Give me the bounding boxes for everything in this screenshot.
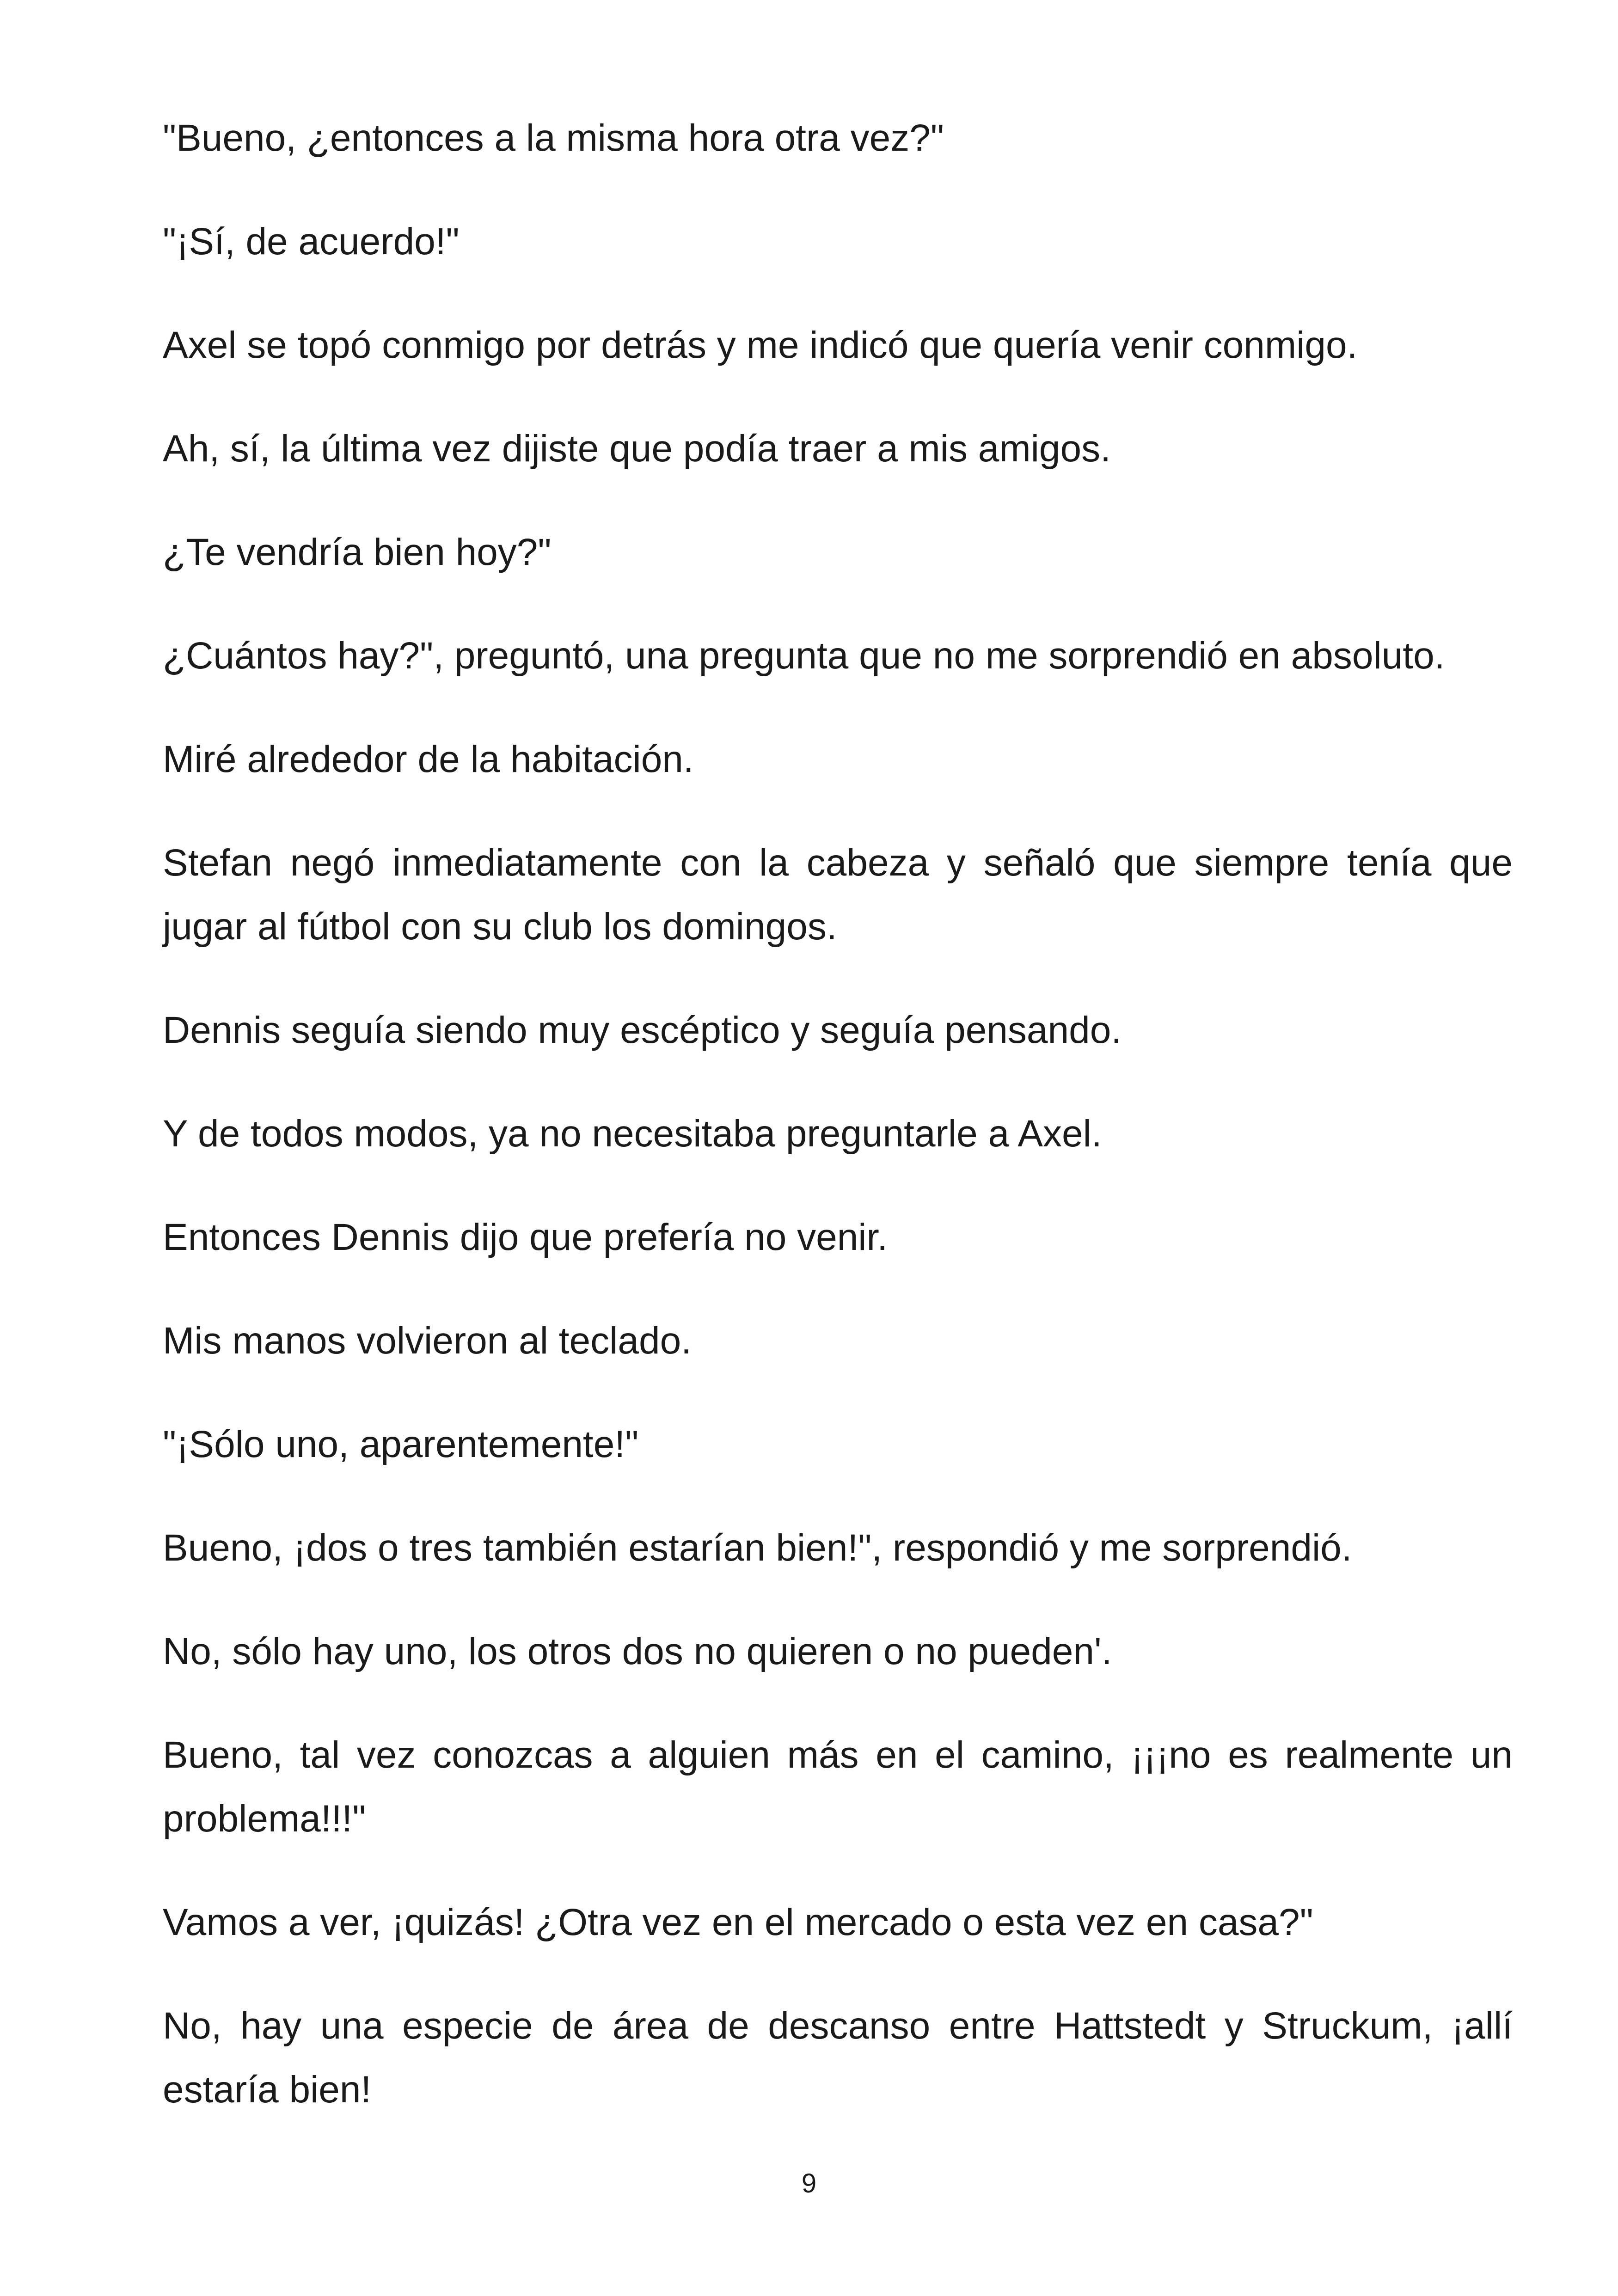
page-body	[163, 106, 1513, 2161]
paragraph: Ah, sí, la última vez dijiste que podía traer a mis amigos.	[163, 428, 1111, 470]
paragraph: Dennis seguía siendo muy escéptico y seguía pensando.	[163, 1009, 1122, 1051]
paragraph: ¿Cuántos hay?", preguntó, una pregunta que no me sorprendió en absoluto.	[163, 635, 1445, 677]
paragraph: Axel se topó conmigo por detrás y me indicó que quería venir conmigo.	[163, 324, 1358, 366]
paragraph: Entonces Dennis dijo que prefería no venir.	[163, 1216, 888, 1258]
paragraph: Vamos a ver, ¡quizás! ¿Otra vez en el mercado o esta vez en casa?"	[163, 1901, 1313, 1943]
paragraph: No, hay una especie de área de descanso entre Hattstedt y Struckum, ¡allí estaría bien!	[163, 2005, 1513, 2111]
paragraph: Bueno, tal vez conozcas a alguien más en el camino, ¡¡¡no es realmente un problema!!!"	[163, 1734, 1513, 1840]
paragraph: Bueno, ¡dos o tres también estarían bien!", respondió y me sorprendió.	[163, 1527, 1352, 1569]
paragraph: Mis manos volvieron al teclado.	[163, 1320, 692, 1362]
paragraph: Y de todos modos, ya no necesitaba preguntarle a Axel.	[163, 1113, 1102, 1155]
paragraph: "Bueno, ¿entonces a la misma hora otra vez?"	[163, 117, 944, 159]
paragraph: "¡Sí, de acuerdo!"	[163, 220, 460, 263]
page-number: 9	[801, 2168, 817, 2198]
paragraph: No, sólo hay uno, los otros dos no quieren o no pueden'.	[163, 1630, 1112, 1672]
paragraph: ¿Te vendría bien hoy?"	[163, 531, 552, 573]
paragraph: Miré alrededor de la habitación.	[163, 738, 694, 780]
paragraph: Stefan negó inmediatamente con la cabeza y señaló que siempre tenía que jugar al fútbol con su club los domingos.	[163, 842, 1513, 948]
paragraph: "¡Sólo uno, aparentemente!"	[163, 1423, 639, 1465]
